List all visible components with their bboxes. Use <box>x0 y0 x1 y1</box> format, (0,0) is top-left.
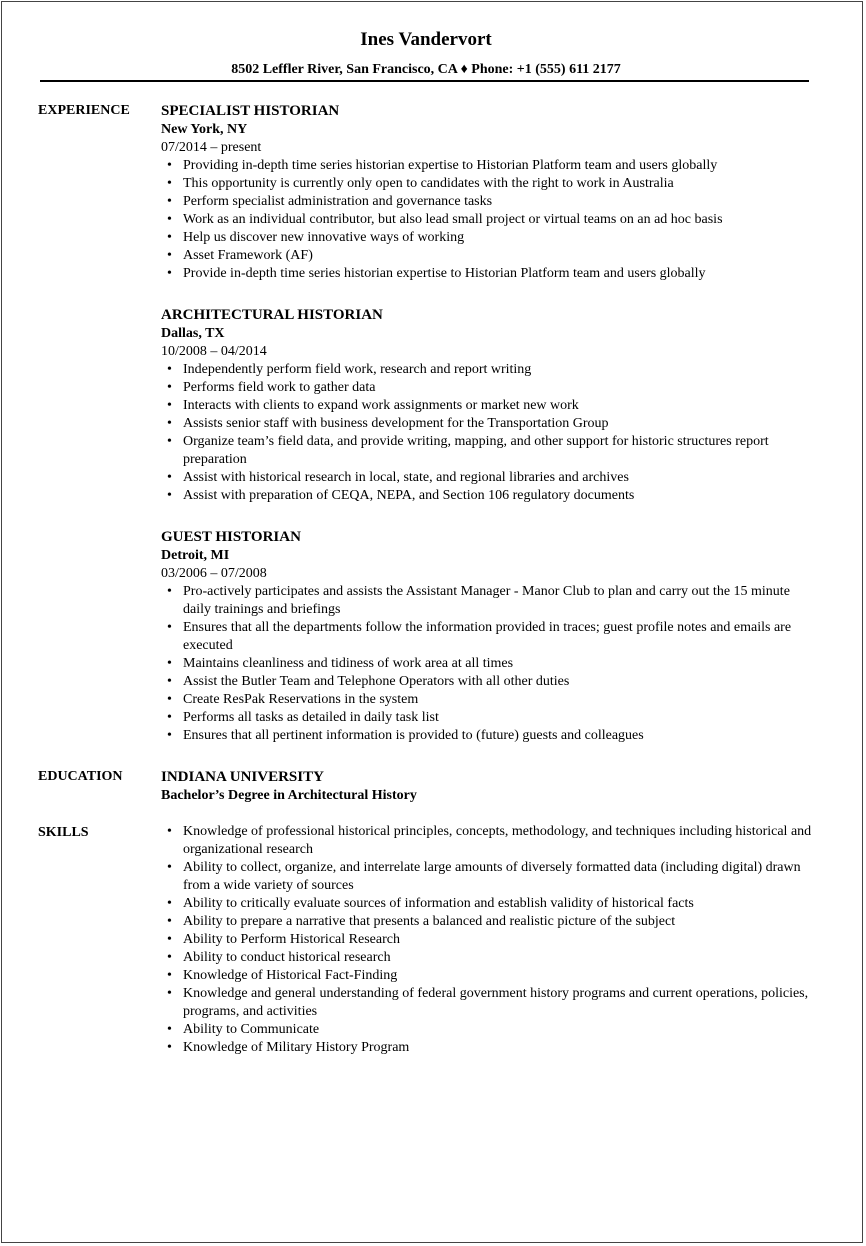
skills-list <box>161 823 818 1057</box>
list-item: • Ability to Perform Historical Research <box>161 931 818 949</box>
job-dates: 03/2006 – 07/2008 <box>161 566 267 581</box>
list-item: • Provide in-depth time series historian expertise to Historian Platform team and users globally <box>161 265 818 283</box>
list-item: • Ensures that all pertinent information is provided to (future) guests and colleagues <box>161 727 818 745</box>
section-label-skills: SKILLS <box>38 825 89 840</box>
degree-name: Bachelor’s Degree in Architectural History <box>161 788 417 803</box>
list-item: • Knowledge and general understanding of federal government history programs and current operations, policies, programs, and activities <box>161 985 818 1021</box>
candidate-name: Ines Vandervort <box>360 29 492 50</box>
job-title: GUEST HISTORIAN <box>161 529 301 545</box>
list-item: • Ensures that all the departments follow the information provided in traces; guest profile notes and emails are executed <box>161 619 818 655</box>
list-item: • Knowledge of Historical Fact-Finding <box>161 967 818 985</box>
job-entry <box>161 527 818 745</box>
list-item: • Knowledge of professional historical principles, concepts, methodology, and techniques including historical and organizational research <box>161 823 818 859</box>
resume-header <box>0 28 852 79</box>
list-item: • Assist the Butler Team and Telephone Operators with all other duties <box>161 673 818 691</box>
list-item: • Interacts with clients to expand work assignments or market new work <box>161 397 818 415</box>
list-item: • Knowledge of Military History Program <box>161 1039 818 1057</box>
job-title: SPECIALIST HISTORIAN <box>161 103 340 119</box>
list-item: • Ability to conduct historical research <box>161 949 818 967</box>
job-title: ARCHITECTURAL HISTORIAN <box>161 307 383 323</box>
experience-section <box>38 101 818 767</box>
list-item: • Assists senior staff with business development for the Transportation Group <box>161 415 818 433</box>
list-item: • Organize team’s field data, and provide writing, mapping, and other support for historic structures report preparation <box>161 433 818 469</box>
education-section <box>38 767 818 805</box>
job-bullets <box>161 157 818 283</box>
list-item: • Assist with preparation of CEQA, NEPA, and Section 106 regulatory documents <box>161 487 818 505</box>
list-item: • Maintains cleanliness and tidiness of work area at all times <box>161 655 818 673</box>
list-item: • Providing in-depth time series historian expertise to Historian Platform team and users globally <box>161 157 818 175</box>
header-divider <box>40 80 809 82</box>
list-item: • Performs all tasks as detailed in daily task list <box>161 709 818 727</box>
list-item: • This opportunity is currently only open to candidates with the right to work in Australia <box>161 175 818 193</box>
job-location: Dallas, TX <box>161 326 225 341</box>
section-label-education: EDUCATION <box>38 769 123 784</box>
job-entry <box>161 101 818 283</box>
list-item: • Assist with historical research in local, state, and regional libraries and archives <box>161 469 818 487</box>
skills-section <box>38 823 818 1057</box>
job-dates: 07/2014 – present <box>161 140 262 155</box>
list-item: • Asset Framework (AF) <box>161 247 818 265</box>
list-item: • Pro-actively participates and assists the Assistant Manager - Manor Club to plan and carry out the 15 minute daily trainings and briefings <box>161 583 818 619</box>
education-entry <box>161 767 818 805</box>
list-item: • Performs field work to gather data <box>161 379 818 397</box>
list-item: • Ability to critically evaluate sources of information and establish validity of historical facts <box>161 895 818 913</box>
job-bullets <box>161 361 818 505</box>
list-item: • Ability to Communicate <box>161 1021 818 1039</box>
list-item: • Create ResPak Reservations in the system <box>161 691 818 709</box>
job-bullets <box>161 583 818 745</box>
job-location: Detroit, MI <box>161 548 230 563</box>
job-location: New York, NY <box>161 122 248 137</box>
skill-bullets <box>161 823 818 1057</box>
list-item: • Perform specialist administration and governance tasks <box>161 193 818 211</box>
job-entry <box>161 305 818 505</box>
list-item: • Ability to prepare a narrative that presents a balanced and realistic picture of the subject <box>161 913 818 931</box>
list-item: • Independently perform field work, research and report writing <box>161 361 818 379</box>
school-name: INDIANA UNIVERSITY <box>161 769 324 785</box>
experience-list <box>161 101 818 767</box>
job-dates: 10/2008 – 04/2014 <box>161 344 267 359</box>
list-item: • Work as an individual contributor, but also lead small project or virtual teams on an ad hoc basis <box>161 211 818 229</box>
contact-line: 8502 Leffler River, San Francisco, CA ♦ Phone: +1 (555) 611 2177 <box>231 62 621 77</box>
list-item: • Ability to collect, organize, and interrelate large amounts of diversely formatted data (including digital) drawn from a wide variety of sources <box>161 859 818 895</box>
resume-content <box>38 101 818 1057</box>
section-label-experience: EXPERIENCE <box>38 103 130 118</box>
list-item: • Help us discover new innovative ways of working <box>161 229 818 247</box>
